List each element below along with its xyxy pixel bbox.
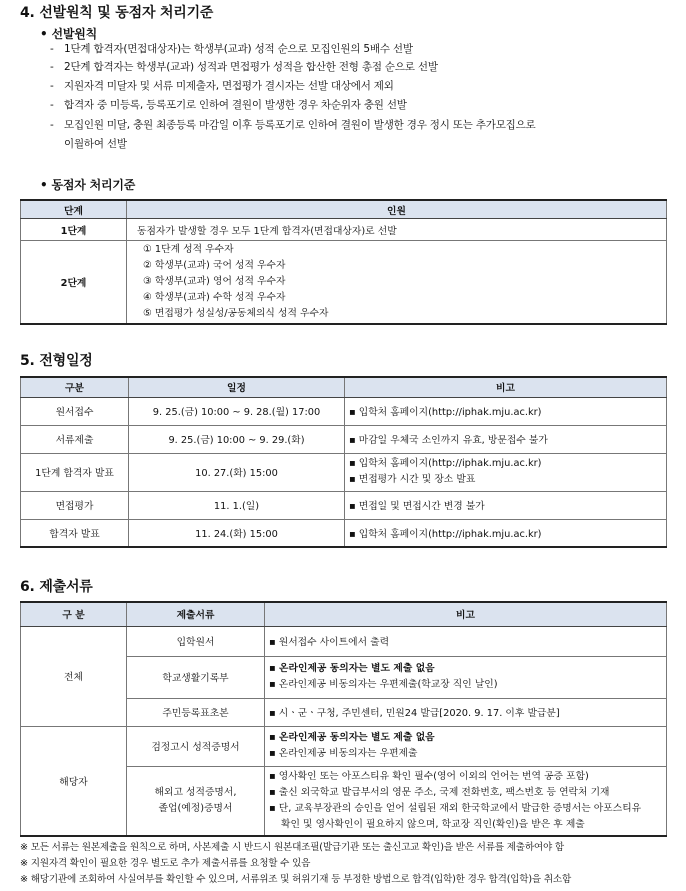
table-row (21, 626, 667, 656)
section-4-title: 4. 선발원칙 및 동점자 처리기준 (20, 5, 214, 21)
tie-title: • 동점자 처리기준 (40, 178, 136, 192)
tie-criterion: ② 학생부(교과) 국어 성적 우수자 (143, 259, 286, 271)
schedule-category: 서류제출 (21, 425, 129, 453)
schedule-table (20, 376, 667, 548)
footnote: ※ 모든 서류는 원본제출을 원칙으로 하며, 사본제출 시 반드시 원본대조필(발급기관 또는 출신고교 확인)을 받은 서류를 제출하여야 함 (20, 842, 564, 853)
principle-item: - 2단계 합격자는 학생부(교과) 성적과 면접평가 성적을 합산한 전형 총점 순으로 선발 (50, 61, 438, 73)
principle-item: - 합격자 중 미등록, 등록포기로 인하여 결원이 발생한 경우 차순위자 충원 선발 (50, 99, 407, 111)
documents-header-category: 구 분 (21, 602, 127, 626)
document-name-line: 해외고 성적증명서, (154, 786, 237, 798)
document-note (265, 726, 667, 766)
tie-criterion: ④ 학생부(교과) 수학 성적 우수자 (143, 291, 286, 303)
documents-header-document: 제출서류 (127, 602, 265, 626)
document-note (265, 766, 667, 836)
document-name: 입학원서 (127, 626, 265, 656)
document-name: 학교생활기록부 (127, 656, 265, 698)
schedule-note-line: ▪ 면접평가 시간 및 장소 발표 (349, 474, 476, 485)
schedule-note (345, 453, 667, 491)
document-note (265, 656, 667, 698)
tie-text-cell: 동점자가 발생할 경우 모두 1단계 합격자(면접대상자)로 선발 (127, 219, 667, 241)
documents-table (20, 601, 667, 837)
schedule-note: ▪ 입학처 홈페이지(http://iphak.mju.ac.kr) (345, 397, 667, 425)
principle-item: - 지원자격 미달자 및 서류 미제출자, 면접평가 결시자는 선발 대상에서 제외 (50, 80, 394, 92)
document-name: 검정고시 성적증명서 (127, 726, 265, 766)
schedule-category: 면접평가 (21, 491, 129, 519)
document-note-line: ▪ 온라인제공 비동의자는 우편제출(학교장 직인 날인) (269, 679, 498, 690)
tie-criterion: ① 1단계 성적 우수자 (143, 243, 234, 255)
footnote: ※ 지원자격 확인이 필요한 경우 별도로 추가 제출서류를 요청할 수 있음 (20, 858, 311, 869)
schedule-date: 11. 24.(화) 15:00 (129, 519, 345, 547)
document-note-line: ▪ 온라인제공 비동의자는 우편제출 (269, 748, 418, 759)
documents-group-applicable: 해당자 (21, 726, 127, 836)
schedule-category: 1단계 합격자 발표 (21, 453, 129, 491)
table-row (21, 397, 667, 425)
document-note-line: 확인 및 영사확인이 필요하지 않으며, 학교장 직인(확인)을 받은 후 제출 (281, 818, 585, 830)
principle-item: - 모집인원 미달, 충원 최종등록 마감일 이후 등록포기로 인하여 결원이 발생한 경우 정시 또는 추가모집으로 (50, 119, 536, 131)
schedule-note: ▪ 입학처 홈페이지(http://iphak.mju.ac.kr) (345, 519, 667, 547)
schedule-note-line: ▪ 입학처 홈페이지(http://iphak.mju.ac.kr) (349, 458, 542, 469)
schedule-header-category: 구분 (21, 377, 129, 397)
document-name-line: 졸업(예정)증명서 (158, 802, 233, 814)
principles-title: • 선발원칙 (40, 27, 98, 41)
table-row (21, 519, 667, 547)
tie-header-stage: 단계 (21, 200, 127, 219)
schedule-date: 9. 25.(금) 10:00 ~ 9. 29.(화) (129, 425, 345, 453)
document-note-line: ▪ 단, 교육부장관의 승인을 얻어 설립된 재외 한국학교에서 발급한 증명서는 아포스티유 (269, 802, 642, 814)
tie-stage-cell: 1단계 (21, 219, 127, 241)
documents-header-note: 비고 (265, 602, 667, 626)
tie-header-content: 인원 (127, 200, 667, 219)
table-row (21, 453, 667, 491)
document-note-line: ▪ 출신 외국학교 발급부서의 영문 주소, 국제 전화번호, 팩스번호 등 연락처 기재 (269, 786, 610, 798)
schedule-date: 9. 25.(금) 10:00 ~ 9. 28.(월) 17:00 (129, 397, 345, 425)
schedule-category: 원서접수 (21, 397, 129, 425)
tie-table (20, 199, 667, 325)
schedule-note: ▪ 면접일 및 면접시간 변경 불가 (345, 491, 667, 519)
tie-stage-cell: 2단계 (21, 241, 127, 324)
document-name: 주민등록표초본 (127, 698, 265, 726)
document-name (127, 766, 265, 836)
principle-item-continued: 이월하여 선발 (64, 138, 127, 150)
documents-group-all: 전체 (21, 626, 127, 726)
document-note-line: ▪ 온라인제공 동의자는 별도 제출 없음 (269, 732, 435, 743)
section-6-title: 6. 제출서류 (20, 579, 93, 595)
footnote: ※ 해당기관에 조회하여 사실여부를 확인할 수 있으며, 서류위조 및 허위기재 등 부정한 방법으로 합격(입학)한 경우 합격(입학)을 취소함 (20, 874, 572, 885)
schedule-date: 11. 1.(일) (129, 491, 345, 519)
table-row (21, 491, 667, 519)
table-row (21, 425, 667, 453)
tie-criterion: ⑤ 면접평가 성실성/공동체의식 성적 우수자 (143, 307, 329, 319)
section-5-title: 5. 전형일정 (20, 353, 93, 369)
table-row (21, 219, 667, 241)
table-row (21, 726, 667, 766)
tie-criterion: ③ 학생부(교과) 영어 성적 우수자 (143, 275, 286, 287)
schedule-header-date: 일정 (129, 377, 345, 397)
document-note: ▪ 원서접수 사이트에서 출력 (265, 626, 667, 656)
schedule-note: ▪ 마감일 우체국 소인까지 유효, 방문접수 불가 (345, 425, 667, 453)
principle-item: - 1단계 합격자(면접대상자)는 학생부(교과) 성적 순으로 모집인원의 5배수 선발 (50, 43, 413, 55)
schedule-header-note: 비고 (345, 377, 667, 397)
schedule-category: 합격자 발표 (21, 519, 129, 547)
schedule-date: 10. 27.(화) 15:00 (129, 453, 345, 491)
tie-criteria-cell (127, 241, 667, 324)
document-note-line: ▪ 온라인제공 동의자는 별도 제출 없음 (269, 663, 435, 674)
table-row (21, 241, 667, 324)
document-note: ▪ 시ㆍ군ㆍ구청, 주민센터, 민원24 발급[2020. 9. 17. 이후 발급분] (265, 698, 667, 726)
document-note-line: ▪ 영사확인 또는 아포스티유 확인 필수(영어 이외의 언어는 번역 공증 포함) (269, 770, 589, 782)
